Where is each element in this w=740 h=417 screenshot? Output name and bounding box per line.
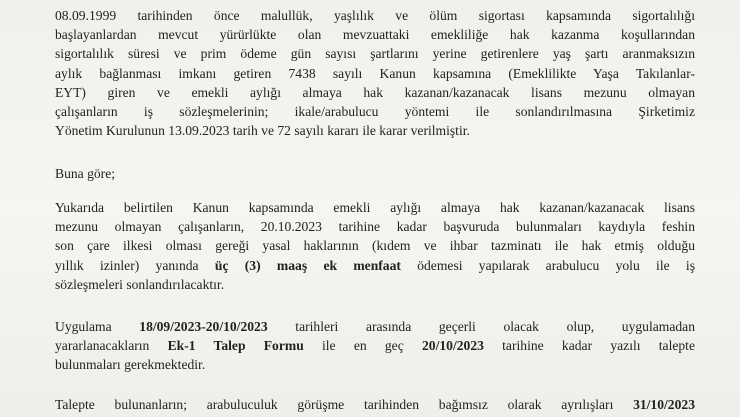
text-line: çalışanların iş sözleşmelerinin; ikale/arabulucu yöntemi ile sonlandırılmasına Şirketimiz [55, 104, 695, 120]
text-line: sözleşmeleri sonlandırılacaktır. [55, 276, 225, 292]
bold-benefit: üç (3) maaş ek menfaat [214, 257, 401, 273]
bold-form-name: Ek-1 Talep Formu [167, 338, 304, 354]
text-line: Yukarıda belirtilen Kanun kapsamında emekli aylığı almaya hak kazanan/kazanacak lisans [55, 200, 695, 215]
paragraph-separation [55, 395, 695, 414]
text-line [55, 256, 695, 275]
paragraph-benefit [55, 198, 695, 294]
bold-separation-date: 31/10/2023 [633, 397, 695, 412]
text-line: bulunmaları gerekmektedir. [55, 357, 206, 373]
text-line: sigortalılık süresi ve prim ödeme gün sayısı şartlarını yerine getirenlere yaş şartı aranmaksızın [55, 46, 695, 62]
text-segment: Talepte bulunanların; arabuluculuk görüşme tarihinden bağımsız olarak ayrılışları [55, 397, 634, 412]
text-line: son çare ilkesi olması gereği yasal haklarının (kıdem ve ihbar tazminatı ile hak etmiş olduğu [55, 238, 695, 254]
text-line [55, 395, 695, 414]
bold-deadline: 20/10/2023 [421, 338, 484, 354]
text-segment: yararlanacakların [55, 338, 168, 354]
paragraph-application-dates [55, 317, 695, 375]
text-line: aylık bağlanması imkanı getiren 7438 sayılı Kanun kapsamına (Emeklilikte Yaşa Takılanlar- [55, 65, 695, 81]
bold-date-range: 18/09/2023-20/10/2023 [139, 319, 268, 334]
text-line: Yönetim Kurulunun 13.09.2023 tarih ve 72 sayılı kararı ile karar verilmiştir. [55, 123, 470, 139]
text-line: EYT) giren ve emekli aylığı almaya hak kazanan/kazanacak lisans mezunu olmayan [55, 84, 695, 100]
text-segment: ile en geç [303, 338, 422, 354]
text-segment: tarihleri arasında geçerli olacak olup, uygulamadan [267, 319, 695, 334]
text-line: 08.09.1999 tarihinden önce malullük, yaşlılık ve ölüm sigortası kapsamında sigortalılığı [55, 8, 695, 23]
text-line: başlayanlardan mevcut yürürlükte olan mevzuattaki emekliliğe hak kazanma koşullarından [55, 27, 695, 43]
text-segment: tarihine kadar yazılı talepte [483, 338, 695, 354]
paragraph-buna-gore [55, 164, 695, 183]
text-line: mezunu olmayan çalışanların, 20.10.2023 tarihine kadar başvuruda bulunmaları kaydıyla feshin [55, 219, 695, 235]
text-line [55, 317, 695, 336]
text-line [55, 336, 695, 355]
text-line: Buna göre; [55, 166, 116, 181]
text-segment: Uygulama [55, 319, 140, 334]
text-segment: yıllık izinler) yanında [55, 257, 215, 273]
paragraph-eyt-decision [55, 6, 695, 140]
text-segment: ödemesi yapılarak arabulucu yolu ile iş [400, 257, 695, 273]
